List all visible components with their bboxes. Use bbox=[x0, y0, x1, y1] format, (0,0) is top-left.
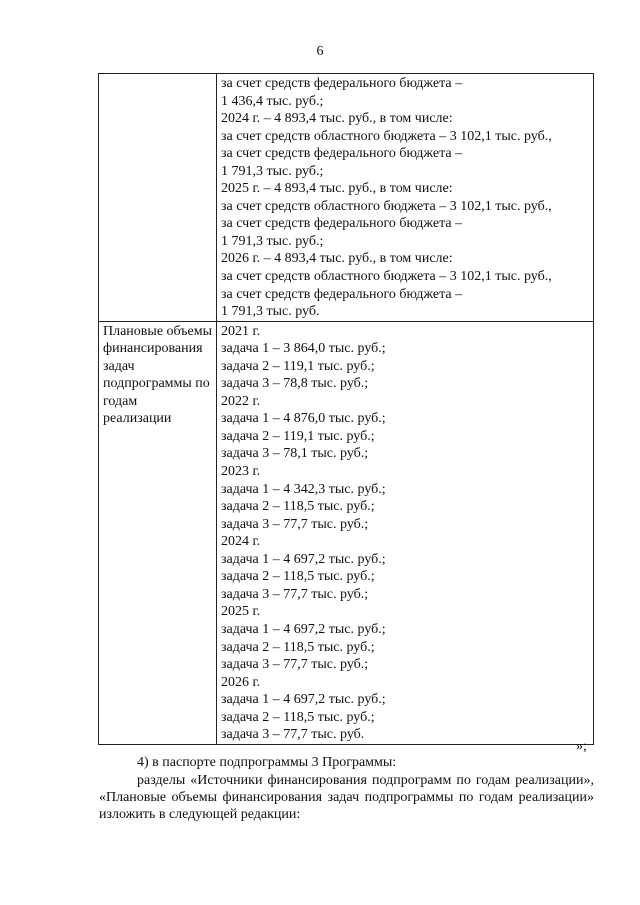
row-value-line: задача 2 – 118,5 тыс. руб.; bbox=[221, 639, 375, 655]
row-value-line: задача 2 – 119,1 тыс. руб.; bbox=[221, 358, 375, 374]
row-value-line: задача 2 – 118,5 тыс. руб.; bbox=[221, 709, 375, 725]
row-value-line: задача 1 – 4 697,2 тыс. руб.; bbox=[221, 692, 386, 708]
row-label-cell bbox=[99, 74, 217, 322]
row-label-line: подпрограммы по bbox=[103, 376, 210, 392]
row-value-line: за счет средств областного бюджета – 3 102,1 тыс. руб., bbox=[221, 128, 552, 144]
row-value-line: 1 791,3 тыс. руб.; bbox=[221, 233, 324, 249]
row-value-line: задача 3 – 77,7 тыс. руб.; bbox=[221, 586, 369, 602]
paragraph-item-4: 4) в паспорте подпрограммы 3 Программы: bbox=[137, 755, 397, 770]
paragraph-body: разделы «Источники финансирования подпрограмм по годам реализации», «Плановые объемы финансирования задач подпрограммы по годам реализации» изложить в следующей редакции: bbox=[99, 773, 594, 822]
row-value-cell bbox=[217, 74, 594, 322]
row-label-line: финансирования bbox=[103, 341, 203, 357]
row-label-line: реализации bbox=[103, 411, 172, 427]
row-value-line: задача 1 – 4 697,2 тыс. руб.; bbox=[221, 551, 386, 567]
row-value-line: за счет средств федерального бюджета – bbox=[221, 216, 463, 232]
row-value-line: 2024 г. bbox=[221, 534, 261, 550]
row-value-line: задача 3 – 77,7 тыс. руб.; bbox=[221, 657, 369, 673]
row-value-line: за счет средств федерального бюджета – bbox=[221, 146, 463, 162]
row-value-line: задача 3 – 77,7 тыс. руб.; bbox=[221, 516, 369, 532]
row-value-line: задача 1 – 4 697,2 тыс. руб.; bbox=[221, 621, 386, 637]
passport-table bbox=[98, 73, 594, 745]
row-value-cell bbox=[217, 321, 594, 744]
row-value-line: за счет средств областного бюджета – 3 102,1 тыс. руб., bbox=[221, 198, 552, 214]
row-value-line: задача 3 – 77,7 тыс. руб. bbox=[221, 727, 365, 743]
page-number: 6 bbox=[316, 44, 324, 59]
row-value-line: 2026 г. – 4 893,4 тыс. руб., в том числе: bbox=[221, 251, 453, 267]
row-value-line: за счет средств федерального бюджета – bbox=[221, 76, 463, 91]
row-value-line: задача 1 – 3 864,0 тыс. руб.; bbox=[221, 341, 386, 357]
row-value-line: 1 791,3 тыс. руб. bbox=[221, 304, 320, 320]
row-value-line: задача 2 – 118,5 тыс. руб.; bbox=[221, 499, 375, 515]
row-value-line: задача 2 – 118,5 тыс. руб.; bbox=[221, 569, 375, 585]
row-value-line: задача 3 – 78,1 тыс. руб.; bbox=[221, 446, 369, 462]
row-value-line: задача 1 – 4 342,3 тыс. руб.; bbox=[221, 481, 386, 497]
row-value-line: 2025 г. bbox=[221, 604, 261, 620]
row-value-line: 2026 г. bbox=[221, 674, 261, 690]
row-label-line: Плановые объемы bbox=[103, 323, 213, 339]
closing-quote-mark: »; bbox=[576, 739, 587, 754]
row-value-line: 1 436,4 тыс. руб.; bbox=[221, 93, 324, 109]
row-value-line: 1 791,3 тыс. руб.; bbox=[221, 163, 324, 179]
row-value-line: за счет средств федерального бюджета – bbox=[221, 286, 463, 302]
table-row bbox=[99, 321, 594, 744]
table-row bbox=[99, 74, 594, 322]
row-value-line: 2024 г. – 4 893,4 тыс. руб., в том числе: bbox=[221, 111, 453, 127]
row-value-line: 2025 г. – 4 893,4 тыс. руб., в том числе: bbox=[221, 181, 453, 197]
row-value-line: за счет средств областного бюджета – 3 102,1 тыс. руб., bbox=[221, 269, 552, 285]
row-label-line: задач bbox=[103, 358, 135, 374]
row-value-line: 2022 г. bbox=[221, 393, 261, 409]
row-value-line: 2021 г. bbox=[221, 323, 261, 339]
row-value-line: задача 3 – 78,8 тыс. руб.; bbox=[221, 376, 369, 392]
row-label-cell bbox=[99, 321, 217, 744]
row-label-line: годам bbox=[103, 393, 138, 409]
row-value-line: 2023 г. bbox=[221, 464, 261, 480]
row-value-line: задача 2 – 119,1 тыс. руб.; bbox=[221, 428, 375, 444]
row-value-line: задача 1 – 4 876,0 тыс. руб.; bbox=[221, 411, 386, 427]
